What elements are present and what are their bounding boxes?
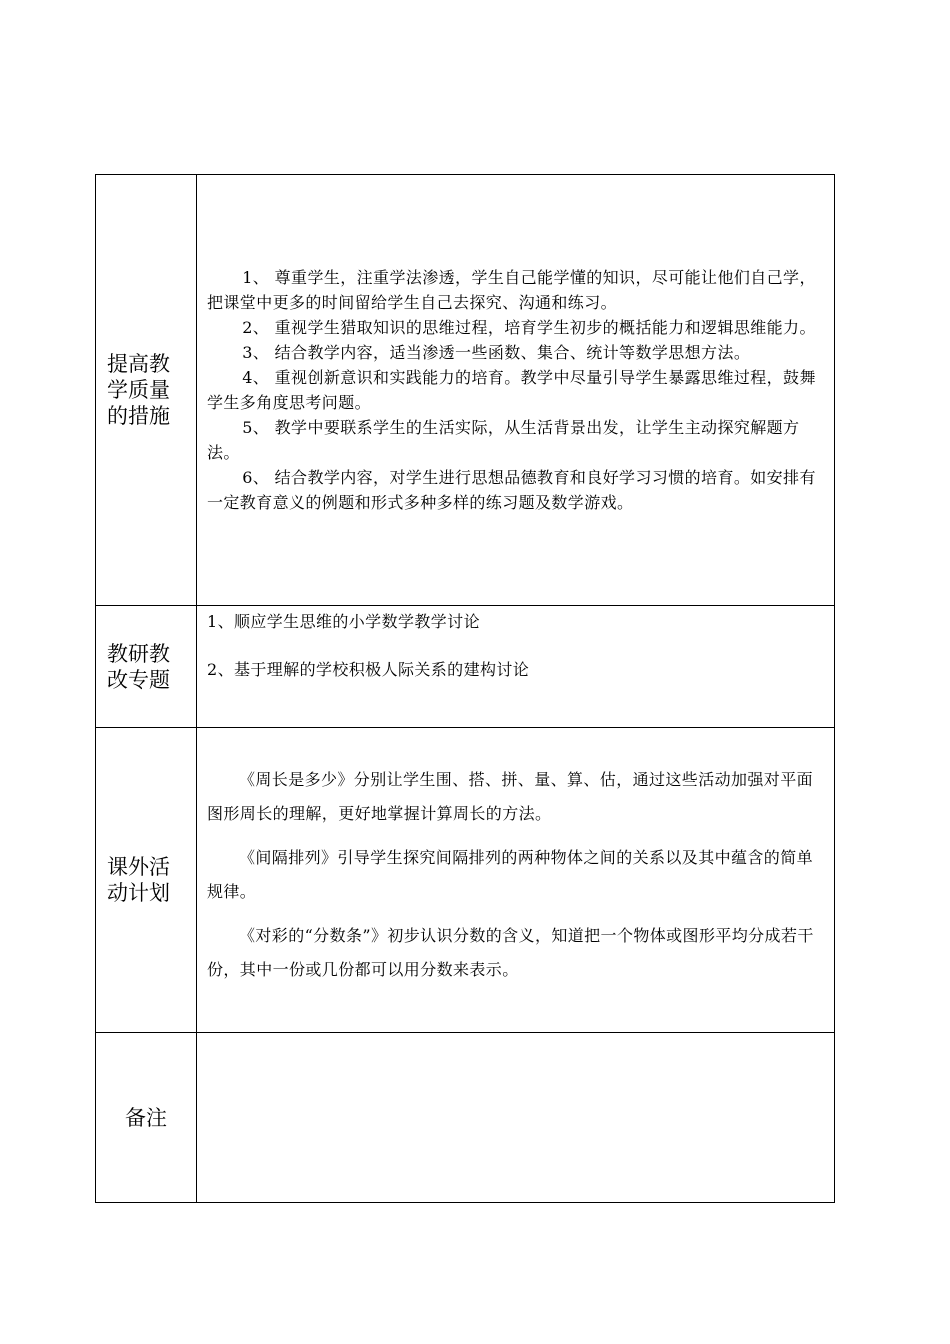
table-row-research-topics [96,606,835,728]
activities-content [197,728,835,1033]
row-label-research-topics: 教研教改专题 [96,606,197,728]
row-label-activities: 课外活动计划 [96,728,197,1033]
measure-item: 6、 结合教学内容，对学生进行思想品德教育和良好学习习惯的培育。如安排有一定教育意义的例题和形式多种多样的练习题及数学游戏。 [207,468,816,512]
remarks-content [197,1033,835,1203]
activity-item: 《周长是多少》分别让学生围、搭、拼、量、算、估，通过这些活动加强对平面图形周长的理解，更好地掌握计算周长的方法。 [207,770,814,823]
table-row-activities [96,728,835,1033]
activity-item: 《间隔排列》引导学生探究间隔排列的两种物体之间的关系以及其中蕴含的简单规律。 [207,848,814,901]
row-label-remarks: 备注 [96,1033,197,1203]
measure-item: 1、 尊重学生，注重学法渗透，学生自己能学懂的知识，尽可能让他们自己学，把课堂中更多的时间留给学生自己去探究、沟通和练习。 [207,268,816,312]
table-row-remarks [96,1033,835,1203]
measure-item: 4、 重视创新意识和实践能力的培育。教学中尽量引导学生暴露思维过程，鼓舞学生多角度思考问题。 [207,368,816,412]
measure-item: 5、 教学中要联系学生的生活实际，从生活背景出发，让学生主动探究解题方法。 [207,418,800,462]
teaching-plan-table [95,174,835,1203]
topic-item: 1、顺应学生思维的小学数学教学讨论 [207,612,480,631]
plan-document [95,174,835,1203]
measure-item: 2、 重视学生猎取知识的思维过程，培育学生初步的概括能力和逻辑思维能力。 [242,318,816,337]
measure-item: 3、 结合教学内容，适当渗透一些函数、集合、统计等数学思想方法。 [242,343,751,362]
activity-item: 《对彩的“分数条”》初步认识分数的含义，知道把一个物体或图形平均分成若干份，其中一份或几份都可以用分数来表示。 [207,926,814,979]
research-topics-content [197,606,835,728]
table-row-measures [96,175,835,606]
topic-item: 2、基于理解的学校积极人际关系的建构讨论 [207,660,530,679]
row-label-measures: 提高教学质量的措施 [96,175,197,606]
measures-content [197,175,835,606]
